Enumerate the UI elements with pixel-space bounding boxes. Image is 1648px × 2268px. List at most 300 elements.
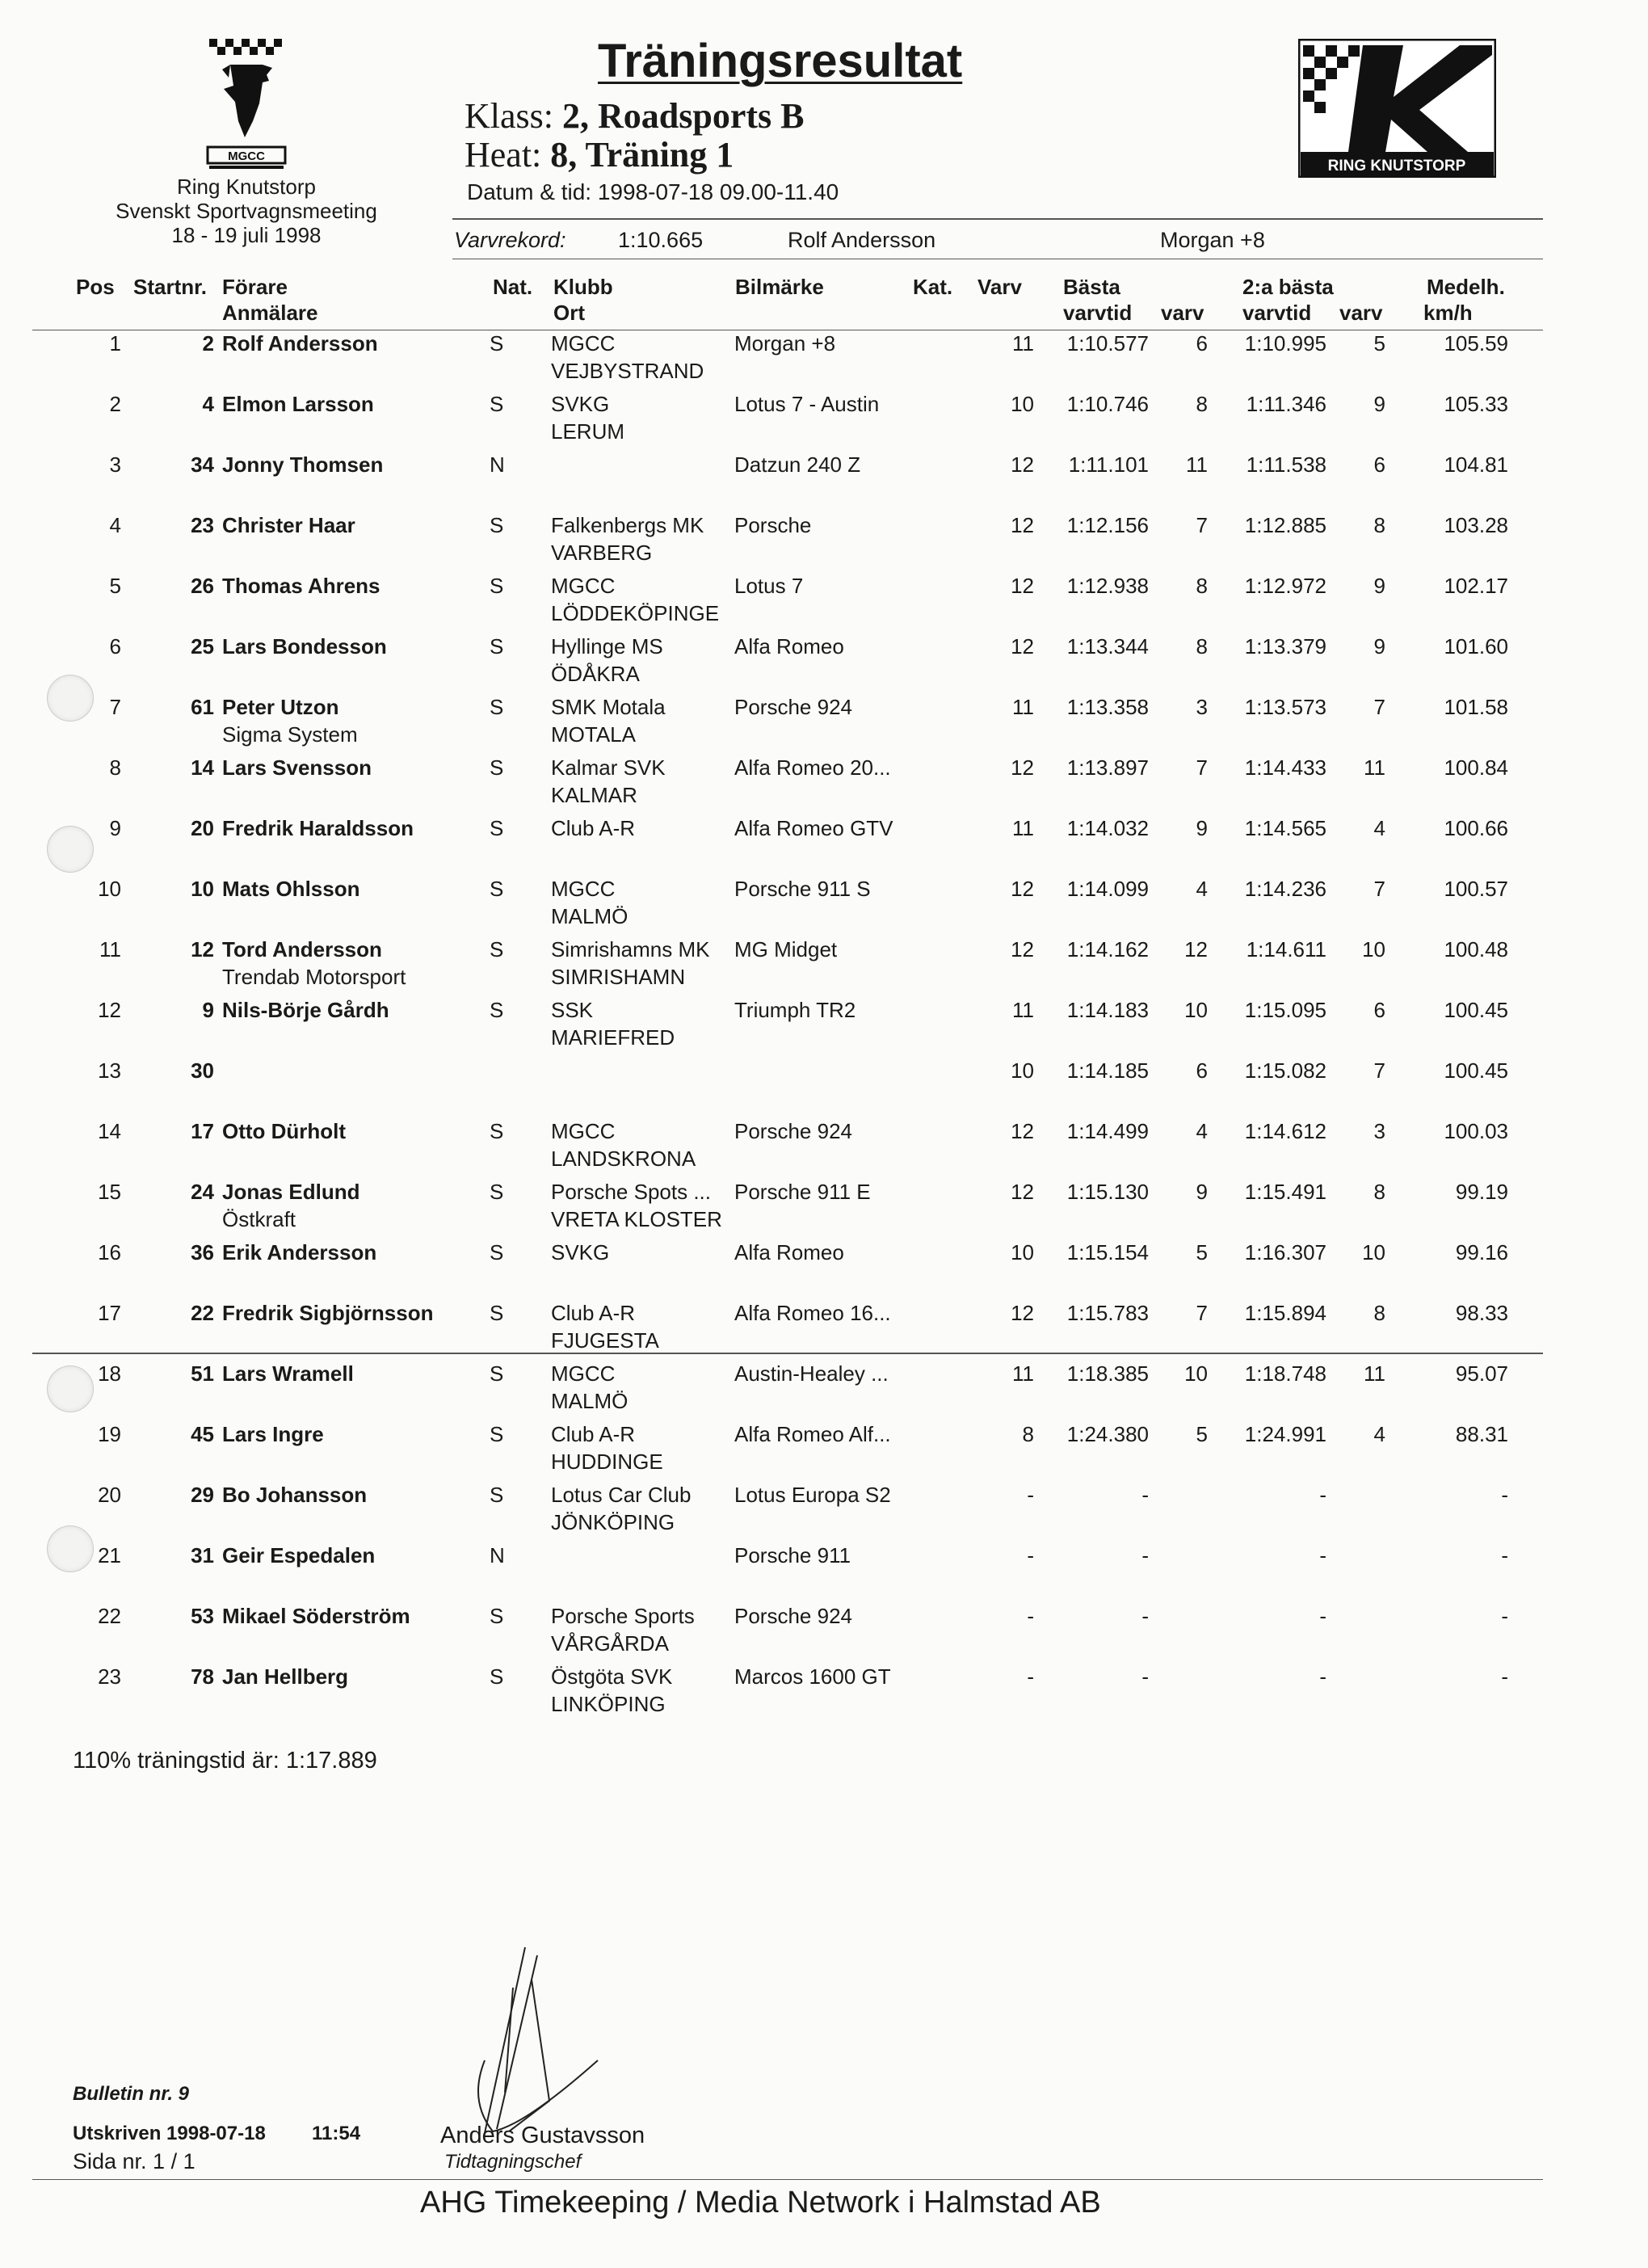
avg-speed-cell: 100.84: [1444, 755, 1508, 780]
laps-cell: 10: [1011, 392, 1034, 416]
start-number-cell: 26: [191, 574, 214, 598]
start-number-cell: 22: [191, 1301, 214, 1325]
laps-cell: 11: [1012, 998, 1034, 1022]
best-lap-number-cell: 5: [1196, 1240, 1208, 1264]
table-row: [0, 451, 1648, 512]
best-laptime-cell: 1:14.162: [1066, 937, 1149, 961]
driver-cell: Christer Haar: [222, 513, 355, 537]
club-cell: SSK: [551, 998, 594, 1022]
club-cell: Club A-R: [551, 1422, 636, 1446]
table-row: [0, 1239, 1648, 1300]
lap-record-car: Morgan +8: [1160, 228, 1265, 252]
second-lap-number-cell: 6: [1373, 998, 1385, 1022]
nationality-cell: S: [490, 998, 504, 1022]
best-laptime-cell: 1:14.185: [1066, 1058, 1149, 1083]
laps-cell: 12: [1011, 937, 1034, 961]
car-cell: Porsche 924: [734, 1604, 852, 1628]
second-laptime-cell: 1:13.573: [1244, 695, 1326, 719]
heat-label: Heat:: [465, 135, 542, 175]
club-cell: Club A-R: [551, 1301, 636, 1325]
lap-record-driver: Rolf Andersson: [788, 228, 936, 252]
table-row: [0, 996, 1648, 1058]
class-value: 2, Roadsports B: [562, 96, 805, 136]
club-cell: Falkenbergs MK: [551, 513, 704, 537]
avg-speed-cell: 100.66: [1444, 816, 1508, 840]
best-lap-number-cell: 7: [1196, 755, 1208, 780]
start-number-cell: 24: [191, 1180, 214, 1204]
col-second-laptime: varvtid: [1242, 301, 1312, 325]
car-cell: Alfa Romeo: [734, 634, 844, 659]
driver-cell: Nils-Börje Gårdh: [222, 998, 389, 1022]
laps-cell: 12: [1011, 877, 1034, 901]
nationality-cell: S: [490, 1119, 504, 1143]
pos-cell: 23: [98, 1664, 121, 1689]
start-number-cell: 4: [202, 392, 214, 416]
pos-cell: 22: [98, 1604, 121, 1628]
second-laptime-cell: 1:15.894: [1244, 1301, 1326, 1325]
town-cell: VÅRGÅRDA: [551, 1631, 669, 1656]
entrant-cell: Östkraft: [222, 1207, 296, 1231]
nationality-cell: S: [490, 937, 504, 961]
town-cell: LINKÖPING: [551, 1692, 666, 1716]
pos-cell: 16: [98, 1240, 121, 1264]
best-lap-number-cell: 5: [1196, 1422, 1208, 1446]
nationality-cell: S: [490, 331, 504, 356]
table-row: [0, 814, 1648, 876]
table-row: [0, 1602, 1648, 1664]
start-number-cell: 45: [191, 1422, 214, 1446]
ring-logo-text: RING KNUTSTORP: [1327, 158, 1466, 175]
divider: [452, 218, 1543, 220]
ring-knutstorp-logo: [1298, 39, 1496, 178]
second-lap-number-cell: 8: [1373, 1301, 1385, 1325]
second-laptime-cell: 1:14.236: [1244, 877, 1326, 901]
driver-cell: Elmon Larsson: [222, 392, 374, 416]
start-number-cell: 61: [191, 695, 214, 719]
venue-name: Ring Knutstorp: [177, 175, 316, 199]
laps-cell: -: [1027, 1483, 1034, 1507]
start-number-cell: 51: [191, 1361, 214, 1386]
laps-cell: 11: [1012, 816, 1034, 840]
footer-company: AHG Timekeeping / Media Network i Halmstad AB: [420, 2186, 1101, 2220]
driver-cell: Erik Andersson: [222, 1240, 377, 1264]
nationality-cell: S: [490, 755, 504, 780]
driver-cell: Rolf Andersson: [222, 331, 378, 356]
car-cell: Morgan +8: [734, 331, 836, 356]
second-lap-number-cell: 4: [1373, 1422, 1385, 1446]
car-cell: Triumph TR2: [734, 998, 856, 1022]
second-laptime-cell: 1:14.612: [1244, 1119, 1326, 1143]
driver-cell: Bo Johansson: [222, 1483, 368, 1507]
second-lap-number-cell: 5: [1373, 331, 1385, 356]
driver-cell: Lars Svensson: [222, 755, 372, 780]
avg-speed-cell: 105.33: [1444, 392, 1508, 416]
second-lap-number-cell: 3: [1373, 1119, 1385, 1143]
best-laptime-cell: 1:10.746: [1066, 392, 1149, 416]
nationality-cell: S: [490, 1361, 504, 1386]
driver-cell: Lars Bondesson: [222, 634, 387, 659]
second-laptime-cell: 1:15.095: [1244, 998, 1326, 1022]
town-cell: FJUGESTA: [551, 1328, 659, 1353]
divider: [32, 2179, 1543, 2180]
driver-cell: Lars Ingre: [222, 1422, 324, 1446]
page-number: Sida nr. 1 / 1: [73, 2149, 195, 2173]
second-laptime-cell: 1:11.538: [1246, 452, 1326, 477]
nationality-cell: S: [490, 1604, 504, 1628]
club-cell: MGCC: [551, 877, 616, 901]
second-laptime-cell: -: [1319, 1483, 1326, 1507]
pos-cell: 5: [109, 574, 121, 598]
driver-cell: Lars Wramell: [222, 1361, 354, 1386]
nationality-cell: S: [490, 1483, 504, 1507]
club-cell: SVKG: [551, 392, 610, 416]
event-dates: 18 - 19 juli 1998: [171, 223, 322, 247]
best-laptime-cell: 1:18.385: [1066, 1361, 1149, 1386]
col-laps: Varv: [977, 275, 1022, 299]
avg-speed-cell: 103.28: [1444, 513, 1508, 537]
start-number-cell: 31: [191, 1543, 214, 1567]
town-cell: VRETA KLOSTER: [551, 1207, 722, 1231]
table-row: [0, 1542, 1648, 1603]
town-cell: ÖDÅKRA: [551, 662, 640, 686]
second-lap-number-cell: 9: [1373, 574, 1385, 598]
laps-cell: 12: [1011, 513, 1034, 537]
town-cell: MALMÖ: [551, 904, 629, 928]
pos-cell: 19: [98, 1422, 121, 1446]
signature: [436, 1939, 622, 2141]
pos-cell: 11: [99, 937, 121, 961]
second-lap-number-cell: 11: [1364, 1361, 1385, 1386]
town-cell: MALMÖ: [551, 1389, 629, 1413]
laps-cell: 11: [1012, 1361, 1034, 1386]
second-laptime-cell: 1:14.433: [1244, 755, 1326, 780]
bulletin-number: Bulletin nr. 9: [73, 2083, 190, 2105]
town-cell: HUDDINGE: [551, 1450, 663, 1474]
driver-cell: Tord Andersson: [222, 937, 382, 961]
avg-speed-cell: 100.45: [1444, 998, 1508, 1022]
table-row: [0, 875, 1648, 936]
second-lap-number-cell: 8: [1373, 513, 1385, 537]
car-cell: MG Midget: [734, 937, 838, 961]
avg-speed-cell: 102.17: [1444, 574, 1508, 598]
second-lap-number-cell: 11: [1364, 755, 1385, 780]
laps-cell: -: [1027, 1664, 1034, 1689]
nationality-cell: S: [490, 1301, 504, 1325]
second-laptime-cell: 1:11.346: [1246, 392, 1326, 416]
town-cell: VARBERG: [551, 541, 653, 565]
pos-cell: 17: [98, 1301, 121, 1325]
best-laptime-cell: -: [1141, 1604, 1149, 1628]
start-number-cell: 29: [191, 1483, 214, 1507]
date-time: Datum & tid: 1998-07-18 09.00-11.40: [467, 179, 839, 204]
table-row: [0, 936, 1648, 997]
second-laptime-cell: 1:15.491: [1244, 1180, 1326, 1204]
best-lap-number-cell: 3: [1196, 695, 1208, 719]
col-town: Ort: [553, 301, 585, 325]
avg-speed-cell: 99.16: [1455, 1240, 1508, 1264]
best-lap-number-cell: 9: [1196, 816, 1208, 840]
second-laptime-cell: -: [1319, 1664, 1326, 1689]
best-laptime-cell: -: [1141, 1543, 1149, 1567]
laps-cell: 8: [1022, 1422, 1034, 1446]
start-number-cell: 2: [202, 331, 214, 356]
avg-speed-cell: 100.45: [1444, 1058, 1508, 1083]
table-row: [0, 1057, 1648, 1118]
pos-cell: 14: [98, 1119, 121, 1143]
car-cell: Porsche 924: [734, 1119, 852, 1143]
second-laptime-cell: -: [1319, 1604, 1326, 1628]
car-cell: Lotus Europa S2: [734, 1483, 891, 1507]
town-cell: LÖDDEKÖPINGE: [551, 601, 720, 625]
car-cell: Alfa Romeo 16...: [734, 1301, 891, 1325]
table-row: [0, 693, 1648, 755]
avg-speed-cell: 101.58: [1444, 695, 1508, 719]
lap-record-time: 1:10.665: [618, 228, 704, 252]
best-lap-number-cell: 7: [1196, 513, 1208, 537]
club-cell: Lotus Car Club: [551, 1483, 692, 1507]
avg-speed-cell: 100.57: [1444, 877, 1508, 901]
avg-speed-cell: 95.07: [1455, 1361, 1508, 1386]
driver-cell: Otto Dürholt: [222, 1119, 347, 1143]
club-cell: MGCC: [551, 1361, 616, 1386]
second-lap-number-cell: 7: [1373, 695, 1385, 719]
col-avg-speed: Medelh.: [1427, 275, 1505, 299]
table-row: [0, 1178, 1648, 1239]
col-startnr: Startnr.: [133, 275, 208, 299]
best-lap-number-cell: 12: [1184, 937, 1208, 961]
best-laptime-cell: -: [1141, 1664, 1149, 1689]
class-label: Klass:: [465, 96, 553, 136]
entrant-cell: Sigma System: [222, 722, 358, 747]
avg-speed-cell: 99.19: [1455, 1180, 1508, 1204]
nationality-cell: S: [490, 634, 504, 659]
second-lap-number-cell: 9: [1373, 392, 1385, 416]
car-cell: Lotus 7: [734, 574, 804, 598]
best-laptime-cell: 1:11.101: [1068, 452, 1149, 477]
col-second-lap: varv: [1339, 301, 1383, 325]
signer-name: Anders Gustavsson: [440, 2123, 645, 2148]
best-lap-number-cell: 4: [1196, 1119, 1208, 1143]
class-line: [465, 95, 805, 137]
table-row: [0, 330, 1648, 391]
car-cell: Porsche 924: [734, 695, 852, 719]
best-laptime-cell: 1:14.183: [1066, 998, 1149, 1022]
second-lap-number-cell: 7: [1373, 877, 1385, 901]
laps-cell: 12: [1011, 755, 1034, 780]
second-laptime-cell: 1:12.885: [1244, 513, 1326, 537]
nationality-cell: S: [490, 1422, 504, 1446]
pos-cell: 9: [109, 816, 121, 840]
entrant-cell: Trendab Motorsport: [222, 965, 406, 989]
car-cell: Marcos 1600 GT: [734, 1664, 891, 1689]
pos-cell: 10: [98, 877, 121, 901]
club-logo-text: MGCC: [228, 149, 265, 163]
car-cell: Porsche: [734, 513, 812, 537]
avg-speed-cell: -: [1501, 1543, 1508, 1567]
pos-cell: 4: [109, 513, 121, 537]
nationality-cell: S: [490, 1664, 504, 1689]
laps-cell: 12: [1011, 574, 1034, 598]
start-number-cell: 20: [191, 816, 214, 840]
col-best-laptime: varvtid: [1063, 301, 1133, 325]
pos-cell: 7: [109, 695, 121, 719]
club-cell: Club A-R: [551, 816, 636, 840]
club-cell: Hyllinge MS: [551, 634, 663, 659]
best-lap-number-cell: 6: [1196, 1058, 1208, 1083]
town-cell: KALMAR: [551, 783, 637, 807]
best-lap-number-cell: 8: [1196, 574, 1208, 598]
avg-speed-cell: -: [1501, 1604, 1508, 1628]
printed-date: Utskriven 1998-07-18: [73, 2123, 266, 2144]
start-number-cell: 30: [191, 1058, 214, 1083]
second-laptime-cell: 1:18.748: [1244, 1361, 1326, 1386]
town-cell: JÖNKÖPING: [551, 1510, 675, 1534]
driver-cell: Thomas Ahrens: [222, 574, 380, 598]
club-cell: MGCC: [551, 574, 616, 598]
nationality-cell: S: [490, 392, 504, 416]
avg-speed-cell: -: [1501, 1664, 1508, 1689]
second-lap-number-cell: 10: [1362, 1240, 1385, 1264]
start-number-cell: 10: [191, 877, 214, 901]
divider: [32, 1353, 1543, 1354]
avg-speed-cell: 88.31: [1455, 1422, 1508, 1446]
second-lap-number-cell: 9: [1373, 634, 1385, 659]
best-laptime-cell: 1:10.577: [1066, 331, 1149, 356]
laps-cell: 10: [1011, 1058, 1034, 1083]
table-row: [0, 754, 1648, 815]
laps-cell: 12: [1011, 634, 1034, 659]
town-cell: MOTALA: [551, 722, 636, 747]
avg-speed-cell: 98.33: [1455, 1301, 1508, 1325]
printed-time: 11:54: [312, 2123, 361, 2144]
pos-cell: 1: [109, 331, 121, 356]
pos-cell: 2: [109, 392, 121, 416]
nationality-cell: S: [490, 877, 504, 901]
best-lap-number-cell: 6: [1196, 331, 1208, 356]
car-cell: Porsche 911: [734, 1543, 851, 1567]
best-lap-number-cell: 7: [1196, 1301, 1208, 1325]
start-number-cell: 25: [191, 634, 214, 659]
nationality-cell: N: [490, 452, 505, 477]
nationality-cell: S: [490, 816, 504, 840]
club-cell: Porsche Sports: [551, 1604, 695, 1628]
page-title: Träningsresultat: [598, 35, 963, 87]
best-laptime-cell: 1:13.344: [1066, 634, 1149, 659]
best-laptime-cell: 1:14.499: [1066, 1119, 1149, 1143]
best-laptime-cell: 1:12.938: [1066, 574, 1149, 598]
driver-cell: Fredrik Sigbjörnsson: [222, 1301, 434, 1325]
col-pos: Pos: [76, 275, 115, 299]
start-number-cell: 14: [191, 755, 214, 780]
driver-cell: Peter Utzon: [222, 695, 339, 719]
laps-cell: 12: [1011, 1180, 1034, 1204]
car-cell: Alfa Romeo: [734, 1240, 844, 1264]
nationality-cell: S: [490, 1240, 504, 1264]
best-lap-number-cell: 8: [1196, 634, 1208, 659]
driver-cell: Geir Espedalen: [222, 1543, 376, 1567]
best-laptime-cell: 1:15.154: [1066, 1240, 1149, 1264]
nationality-cell: N: [490, 1543, 505, 1567]
car-cell: Porsche 911 S: [734, 877, 871, 901]
heat-line: [465, 134, 734, 175]
nationality-cell: S: [490, 695, 504, 719]
second-laptime-cell: 1:16.307: [1244, 1240, 1326, 1264]
nationality-cell: S: [490, 1180, 504, 1204]
town-cell: LERUM: [551, 419, 625, 444]
event-name: Svenskt Sportvagnsmeeting: [116, 199, 377, 223]
table-row: [0, 511, 1648, 573]
table-row: [0, 1360, 1648, 1421]
laps-cell: 10: [1011, 1240, 1034, 1264]
laps-cell: 11: [1012, 331, 1034, 356]
laps-cell: -: [1027, 1543, 1034, 1567]
best-lap-number-cell: 9: [1196, 1180, 1208, 1204]
qualifying-note: 110% träningstid är: 1:17.889: [73, 1748, 377, 1774]
second-lap-number-cell: 8: [1373, 1180, 1385, 1204]
table-row: [0, 390, 1648, 452]
second-laptime-cell: -: [1319, 1543, 1326, 1567]
table-row: [0, 572, 1648, 633]
col-car: Bilmärke: [735, 275, 824, 299]
second-laptime-cell: 1:15.082: [1244, 1058, 1326, 1083]
start-number-cell: 34: [191, 452, 214, 477]
laps-cell: -: [1027, 1604, 1034, 1628]
car-cell: Porsche 911 E: [734, 1180, 871, 1204]
second-laptime-cell: 1:13.379: [1244, 634, 1326, 659]
best-lap-number-cell: 10: [1184, 998, 1208, 1022]
col-category: Kat.: [913, 275, 953, 299]
second-laptime-cell: 1:14.611: [1246, 937, 1326, 961]
second-lap-number-cell: 7: [1373, 1058, 1385, 1083]
start-number-cell: 36: [191, 1240, 214, 1264]
laps-cell: 12: [1011, 1301, 1034, 1325]
start-number-cell: 23: [191, 513, 214, 537]
best-laptime-cell: 1:12.156: [1066, 513, 1149, 537]
driver-cell: Jan Hellberg: [222, 1664, 349, 1689]
club-cell: SMK Motala: [551, 695, 666, 719]
club-cell: MGCC: [551, 331, 616, 356]
laps-cell: 12: [1011, 1119, 1034, 1143]
car-cell: Alfa Romeo GTV: [734, 816, 893, 840]
best-laptime-cell: 1:14.099: [1066, 877, 1149, 901]
club-cell: SVKG: [551, 1240, 610, 1264]
start-number-cell: 78: [191, 1664, 214, 1689]
driver-cell: Mats Ohlsson: [222, 877, 360, 901]
best-laptime-cell: 1:14.032: [1066, 816, 1149, 840]
col-entrant: Anmälare: [222, 301, 318, 325]
col-driver: Förare: [222, 275, 288, 299]
best-lap-number-cell: 8: [1196, 392, 1208, 416]
avg-speed-cell: 100.48: [1444, 937, 1508, 961]
col-nat: Nat.: [493, 275, 533, 299]
best-laptime-cell: 1:13.897: [1066, 755, 1149, 780]
second-lap-number-cell: 6: [1373, 452, 1385, 477]
col-best-lap: varv: [1161, 301, 1204, 325]
laps-cell: 11: [1012, 695, 1034, 719]
second-laptime-cell: 1:14.565: [1244, 816, 1326, 840]
nationality-cell: S: [490, 574, 504, 598]
col-second-best: 2:a bästa: [1242, 275, 1334, 299]
best-laptime-cell: 1:13.358: [1066, 695, 1149, 719]
town-cell: LANDSKRONA: [551, 1147, 696, 1171]
start-number-cell: 12: [191, 937, 214, 961]
town-cell: VEJBYSTRAND: [551, 359, 704, 383]
col-kmh: km/h: [1423, 301, 1473, 325]
town-cell: SIMRISHAMN: [551, 965, 686, 989]
car-cell: Lotus 7 - Austin: [734, 392, 880, 416]
avg-speed-cell: 101.60: [1444, 634, 1508, 659]
second-lap-number-cell: 4: [1373, 816, 1385, 840]
